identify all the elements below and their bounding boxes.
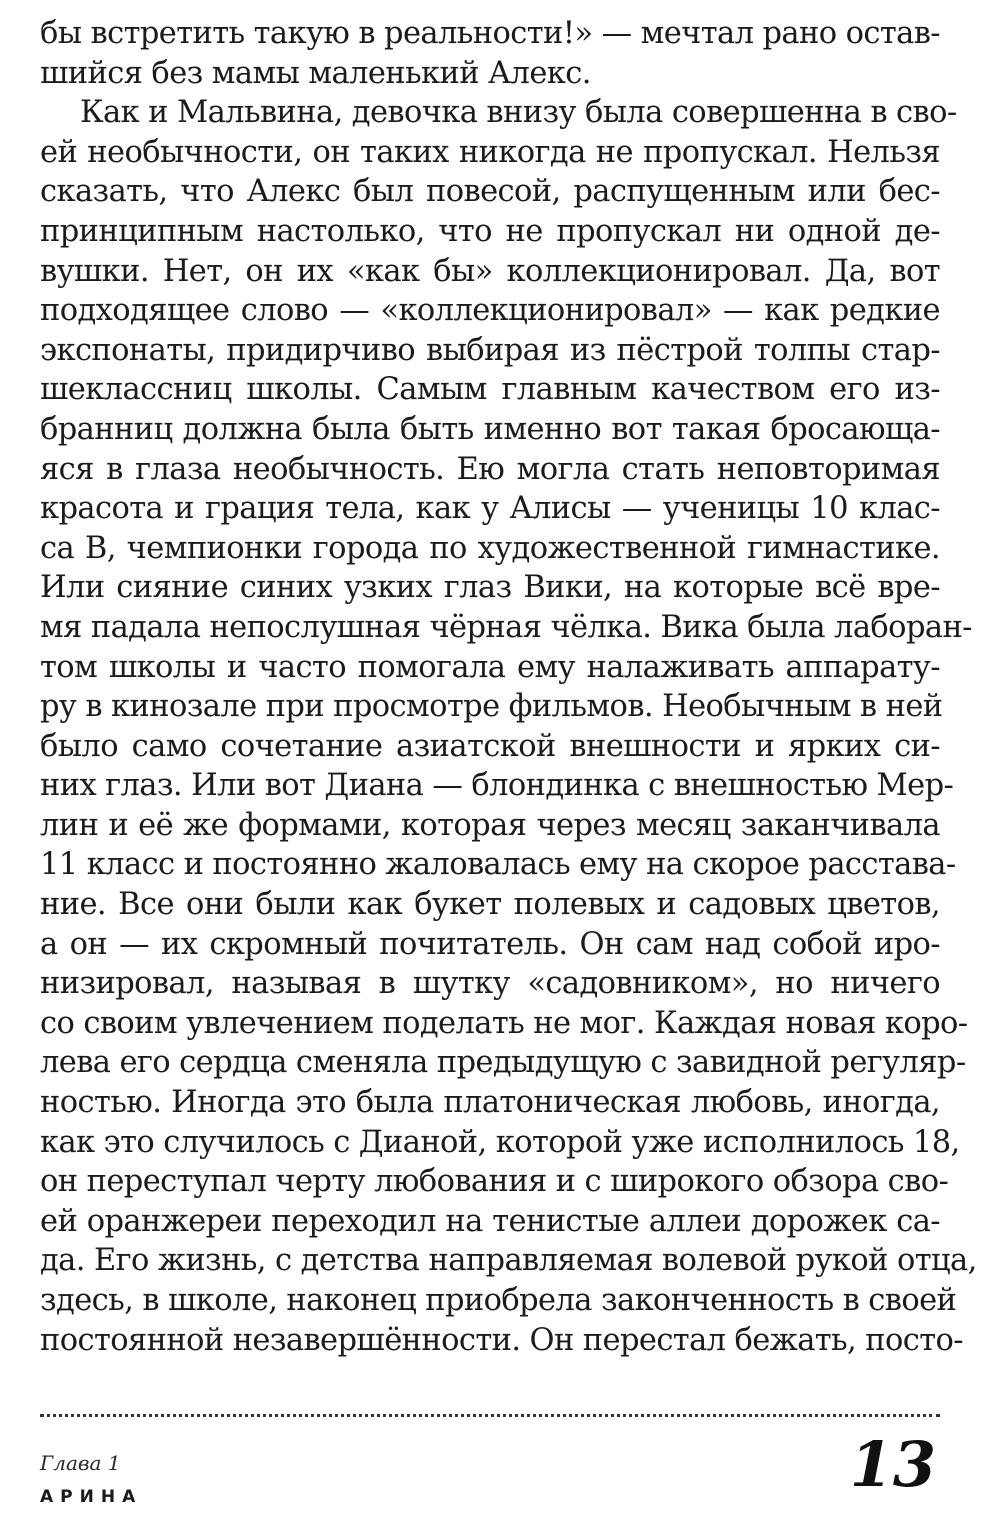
- text-line: экспонаты, придирчиво выбирая из пёстрой толпы стар-: [40, 332, 940, 368]
- text-line: них глаз. Или вот Диана — блондинка с внешностью Мер-: [40, 768, 954, 804]
- page-number: 13: [849, 1428, 936, 1501]
- text-line: 11 класс и постоянно жаловалась ему на скорое расстава-: [40, 847, 956, 883]
- text-line: том школы и часто помогала ему налаживать аппарату-: [40, 649, 940, 685]
- text-line: шеклассниц школы. Самым главным качеством его из-: [40, 372, 940, 408]
- running-title: АРИНА: [40, 1487, 143, 1507]
- text-line: лин и её же формами, которая через месяц заканчивала: [40, 807, 940, 843]
- text-line: низировал, называя в шутку «садовником», но ничего: [40, 966, 940, 1002]
- text-line: было само сочетание азиатской внешности и ярких си-: [40, 728, 940, 764]
- text-line: ние. Все они были как букет полевых и садовых цветов,: [40, 887, 940, 923]
- text-line: лева его сердца сменяла предыдущую с завидной регуляр-: [40, 1045, 966, 1081]
- text-line: подходящее слово — «коллекционировал» — как редкие: [40, 293, 940, 329]
- text-line: здесь, в школе, наконец приобрела законченность в своей: [40, 1283, 957, 1318]
- text-line: постоянной незавершённости. Он перестал бежать, посто-: [40, 1322, 963, 1358]
- chapter-label: Глава 1: [40, 1451, 121, 1475]
- text-line: ей необычности, он таких никогда не пропускал. Нельзя: [40, 134, 940, 170]
- body-text: [40, 14, 977, 1360]
- text-line: Как и Мальвина, девочка внизу была совершенна в сво-: [80, 95, 957, 131]
- text-line: бы встретить такую в реальности!» — мечтал рано остав-: [40, 16, 940, 51]
- text-line: принципным настолько, что не пропускал ни одной де-: [40, 213, 940, 249]
- text-line: со своим увлечением поделать не мог. Каждая новая коро-: [40, 1005, 968, 1041]
- text-line: яся в глаза необычность. Ею могла стать неповторимая: [40, 451, 940, 487]
- text-line: бранниц должна была быть именно вот такая бросающа-: [40, 411, 940, 447]
- text-line: да. Его жизнь, с детства направляемая волевой рукой отца,: [40, 1243, 977, 1279]
- text-line: как это случилось с Дианой, которой уже исполнилось 18,: [40, 1124, 960, 1160]
- text-line: вушки. Нет, он их «как бы» коллекционировал. Да, вот: [40, 253, 940, 289]
- text-line: он переступал черту любования и с широкого обзора сво-: [40, 1164, 949, 1200]
- text-line: ру в кинозале при просмотре фильмов. Необычным в ней: [40, 689, 943, 725]
- text-line: сказать, что Алекс был повесой, распущенным или бес-: [40, 174, 940, 210]
- text-line: са В, чемпионки города по художественной гимнастике.: [40, 530, 940, 566]
- text-line: шийся без мамы маленький Алекс.: [40, 55, 591, 91]
- text-line: ей оранжереи переходил на тенистые аллеи дорожек са-: [40, 1203, 940, 1239]
- footer-divider: [40, 1414, 940, 1417]
- text-line: красота и грация тела, как у Алисы — ученицы 10 клас-: [40, 491, 940, 527]
- text-line: ностью. Иногда это была платоническая любовь, иногда,: [40, 1085, 940, 1121]
- text-line: а он — их скромный почитатель. Он сам над собой иро-: [40, 926, 940, 962]
- text-line: Или сияние синих узких глаз Вики, на которые всё вре-: [40, 570, 940, 606]
- text-line: мя падала непослушная чёрная чёлка. Вика была лаборан-: [40, 609, 972, 645]
